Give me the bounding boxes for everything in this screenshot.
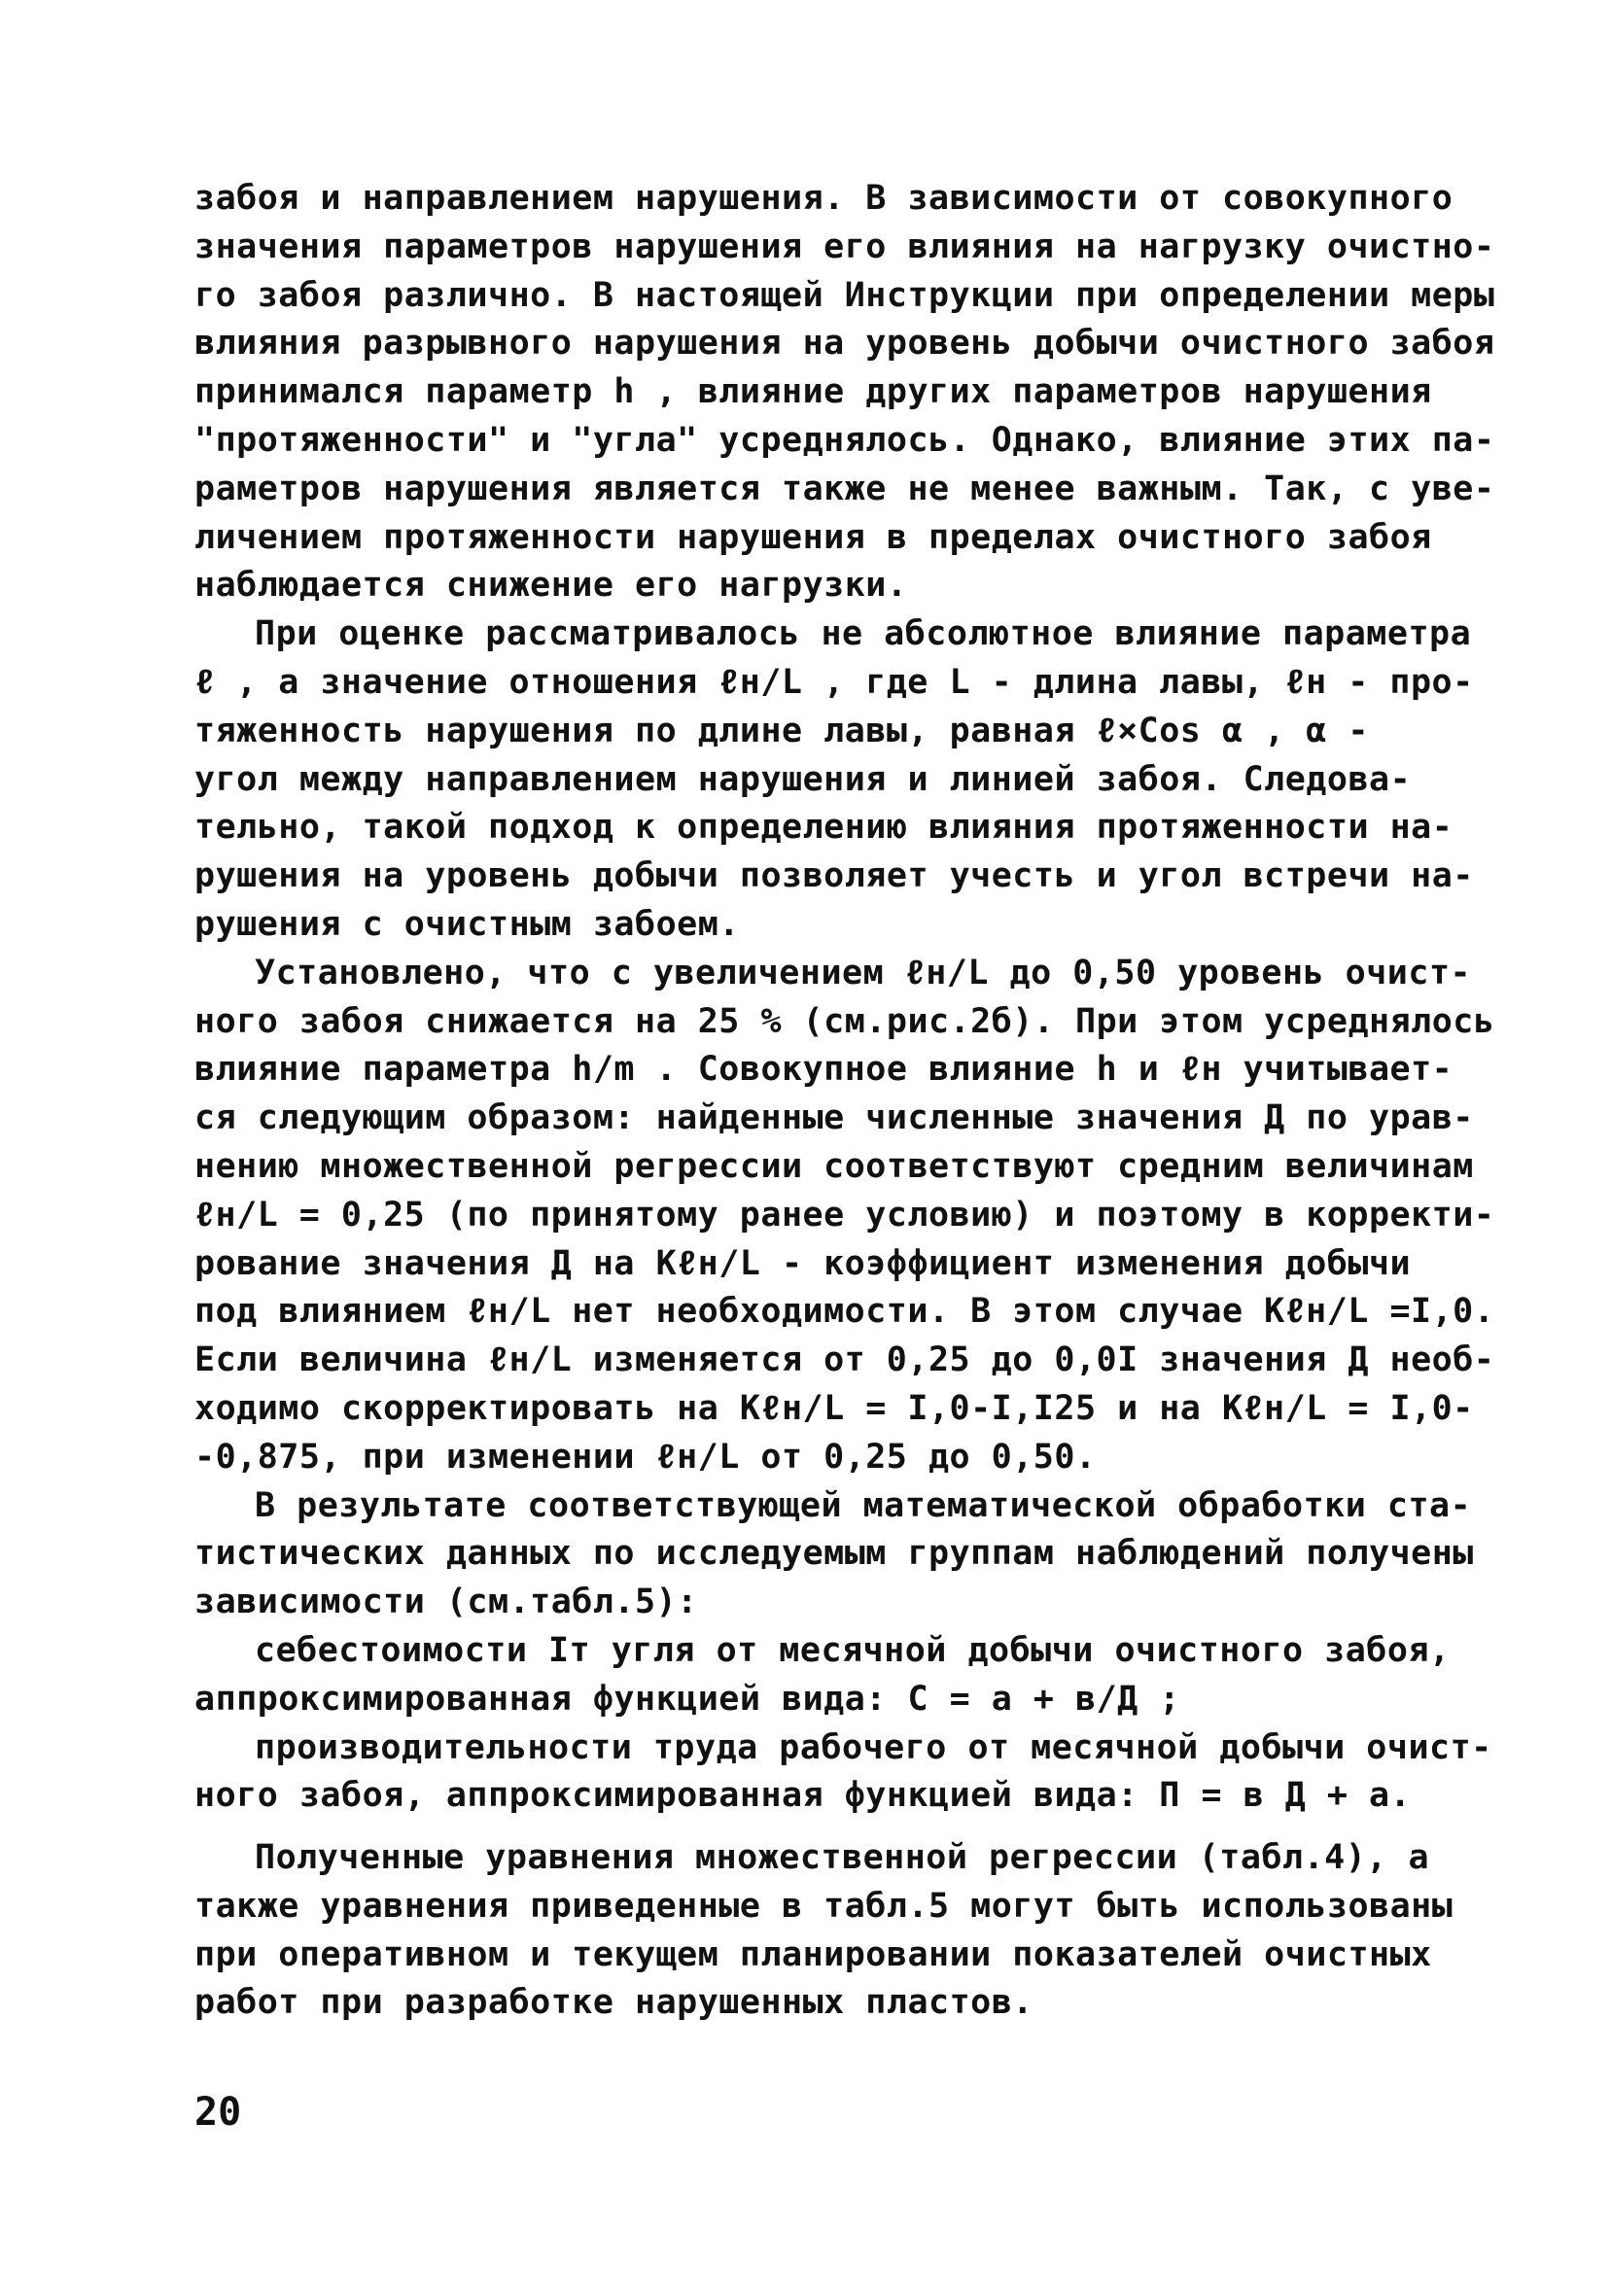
text-line: При оценке рассматривалось не абсолютное влияние параметра [255, 614, 1472, 654]
text-line: производительности труда рабочего от месячной добычи очист- [255, 1727, 1492, 1767]
paragraph [194, 1676, 1410, 1724]
text-line: тяженность нарушения по длине лавы, равная ℓ×Cos α , α - [194, 711, 1369, 750]
text-line: раметров нарушения является также не менее важным. Так, с уве- [194, 469, 1495, 508]
text-line: рование значения Д на Кℓн/L - коэффициент изменения добычи [194, 1243, 1412, 1283]
text-line: В результате соответствующей математической обработки ста- [255, 1485, 1472, 1525]
paragraph [194, 1834, 1453, 2028]
paragraph [194, 610, 1474, 950]
paragraph-gap [194, 1821, 1410, 1834]
text-line: угол между направлением нарушения и линией забоя. Следова- [194, 759, 1412, 799]
text-line: Установлено, что с увеличением ℓн/L до 0,50 уровень очист- [255, 953, 1472, 992]
text-line: "протяженности" и "угла" усреднялось. Однако, влияние этих па- [194, 420, 1495, 460]
text-line: нению множественной регрессии соответствуют средним величинам [194, 1146, 1474, 1186]
text-line: -0,875, при изменении ℓн/L от 0,25 до 0,50. [194, 1437, 1097, 1477]
text-line: ходимо скорректировать на Кℓн/L = I,0-I,I25 и на Кℓн/L = I,0- [194, 1388, 1474, 1428]
text-line: рушения на уровень добычи позволяет учесть и угол встречи на- [194, 856, 1474, 896]
page-body [194, 175, 1495, 2028]
text-line: работ при разработке нарушенных пластов. [194, 1983, 1033, 2023]
text-line: ℓн/L = 0,25 (по принятому ранее условию) и поэтому в корректи- [194, 1195, 1495, 1235]
paragraph [194, 175, 1495, 610]
text-line: го забоя различно. В настоящей Инструкции при определении меры [194, 275, 1495, 315]
text-line: тистических данных по исследуемым группам наблюдений получены [194, 1534, 1474, 1574]
paragraph [194, 1724, 1492, 1773]
paragraph [194, 950, 1495, 1482]
text-line: влияния разрывного нарушения на уровень добычи очистного забоя [194, 324, 1495, 364]
text-line: аппроксимированная функцией вида: С = а + в/Д ; [194, 1679, 1180, 1719]
text-line: ного забоя, аппроксимированная функцией вида: П = в Д + а. [194, 1776, 1412, 1816]
paragraph [194, 1482, 1474, 1627]
page-number: 20 [194, 2090, 242, 2135]
text-line: ного забоя снижается на 25 % (см.рис.2б). При этом усреднялось [194, 1001, 1495, 1041]
text-line: принимался параметр h , влияние других параметров нарушения [194, 372, 1432, 412]
text-line: наблюдается снижение его нагрузки. [194, 566, 908, 606]
text-line: Полученные уравнения множественной регрессии (табл.4), а [255, 1838, 1430, 1878]
text-line: рушения с очистным забоем. [194, 904, 740, 944]
text-line: ℓ , а значение отношения ℓн/L , где L - длина лавы, ℓн - про- [194, 662, 1474, 702]
text-line: влияние параметра h/m . Совокупное влияние h и ℓн учитывает- [194, 1050, 1453, 1090]
text-line: ся следующим образом: найденные численные значения Д по урав- [194, 1098, 1474, 1138]
text-line: значения параметров нарушения его влияния на нагрузку очистно- [194, 226, 1495, 266]
text-line: забоя и направлением нарушения. В зависимости от совокупного [194, 179, 1453, 218]
text-line: зависимости (см.табл.5): [194, 1583, 698, 1622]
text-line: также уравнения приведенные в табл.5 могут быть использованы [194, 1886, 1453, 1926]
paragraph [194, 1627, 1451, 1676]
paragraph [194, 1772, 1410, 1821]
text-line: себестоимости Iт угля от месячной добычи очистного забоя, [255, 1630, 1451, 1670]
text-line: тельно, такой подход к определению влияния протяженности на- [194, 808, 1453, 848]
text-line: под влиянием ℓн/L нет необходимости. В этом случае Кℓн/L =I,0. [194, 1292, 1495, 1332]
text-line: при оперативном и текущем планировании показателей очистных [194, 1934, 1432, 1974]
text-line: Если величина ℓн/L изменяется от 0,25 до 0,0I значения Д необ- [194, 1340, 1495, 1380]
text-line: личением протяженности нарушения в пределах очистного забоя [194, 517, 1432, 557]
